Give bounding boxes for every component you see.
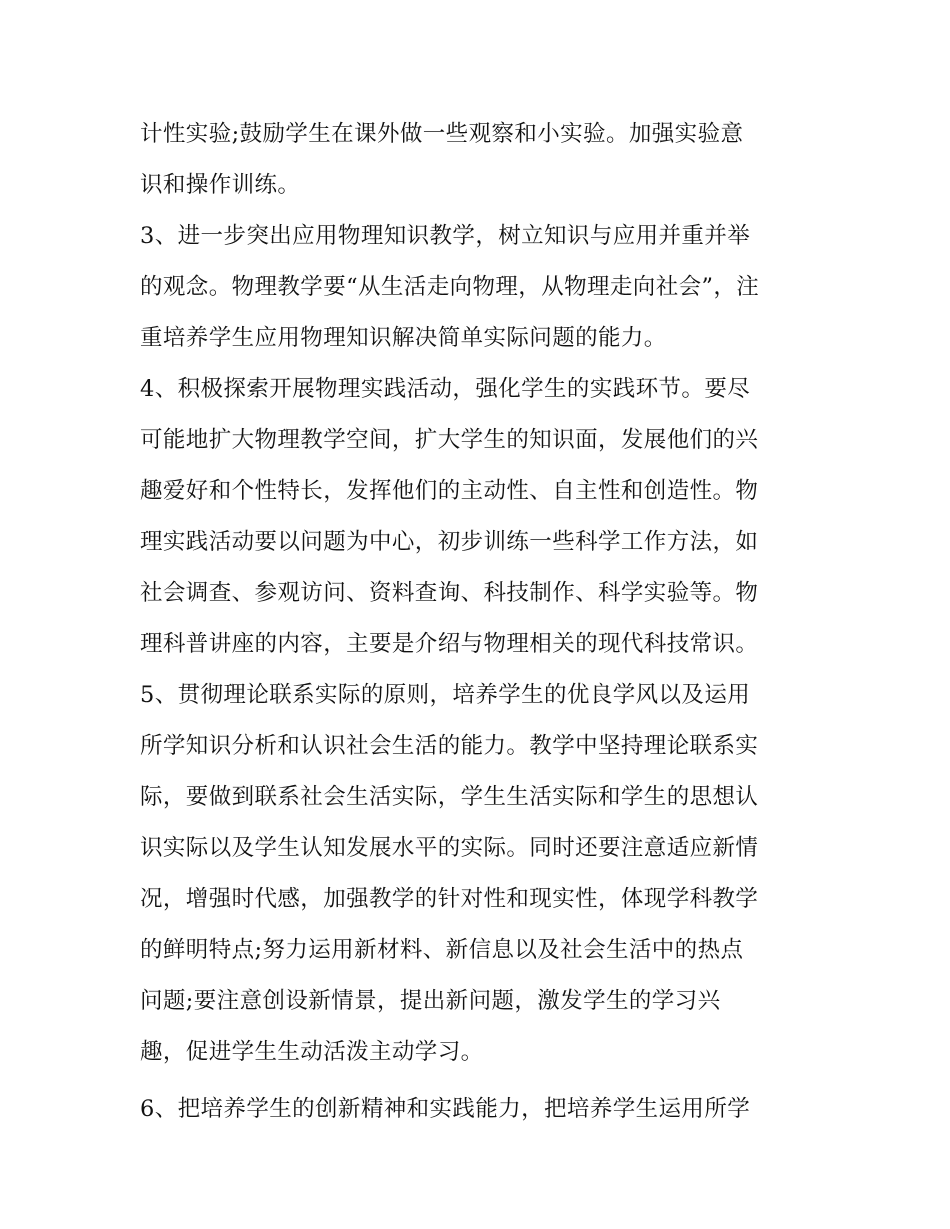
- text-line: 况，增强时代感，加强教学的针对性和现实性，体现学科教学: [140, 886, 759, 912]
- text-line: 所学知识分析和认识社会生活的能力。教学中坚持理论联系实: [140, 733, 759, 759]
- document-body: [140, 109, 820, 1135]
- text-line: 的观念。物理教学要“从生活走向物理，从物理走向社会”，注: [140, 274, 760, 300]
- text-line: 识实际以及学生认知发展水平的实际。同时还要注意适应新情: [140, 835, 759, 861]
- text-line: 社会调查、参观访问、资料查询、科技制作、科学实验等。物: [140, 580, 759, 606]
- text-line: 计性实验;鼓励学生在课外做一些观察和小实验。加强实验意: [140, 121, 744, 147]
- text-line: 问题;要注意创设新情景，提出新问题，激发学生的学习兴: [140, 988, 721, 1014]
- text-line: 5、贯彻理论联系实际的原则，培养学生的优良学风以及运用: [140, 682, 751, 708]
- text-line: 理科普讲座的内容，主要是介绍与物理相关的现代科技常识。: [140, 631, 759, 657]
- text-line: 6、把培养学生的创新精神和实践能力，把培养学生运用所学: [140, 1096, 751, 1122]
- text-line: 的鲜明特点;努力运用新材料、新信息以及社会生活中的热点: [140, 937, 744, 963]
- text-line: 重培养学生应用物理知识解决简单实际问题的能力。: [140, 325, 667, 351]
- text-line: 际，要做到联系社会生活实际，学生生活实际和学生的思想认: [140, 784, 759, 810]
- text-line: 识和操作训练。: [140, 172, 301, 198]
- text-line: 趣，促进学生生动活泼主动学习。: [140, 1039, 484, 1065]
- text-line: 趣爱好和个性特长，发挥他们的主动性、自主性和创造性。物: [140, 478, 759, 504]
- text-line: 3、进一步突出应用物理知识教学，树立知识与应用并重并举: [140, 223, 751, 249]
- text-line: 理实践活动要以问题为中心，初步训练一些科学工作方法，如: [140, 529, 759, 555]
- text-line: 可能地扩大物理教学空间，扩大学生的知识面，发展他们的兴: [140, 427, 759, 453]
- text-line: 4、积极探索开展物理实践活动，强化学生的实践环节。要尽: [140, 376, 751, 402]
